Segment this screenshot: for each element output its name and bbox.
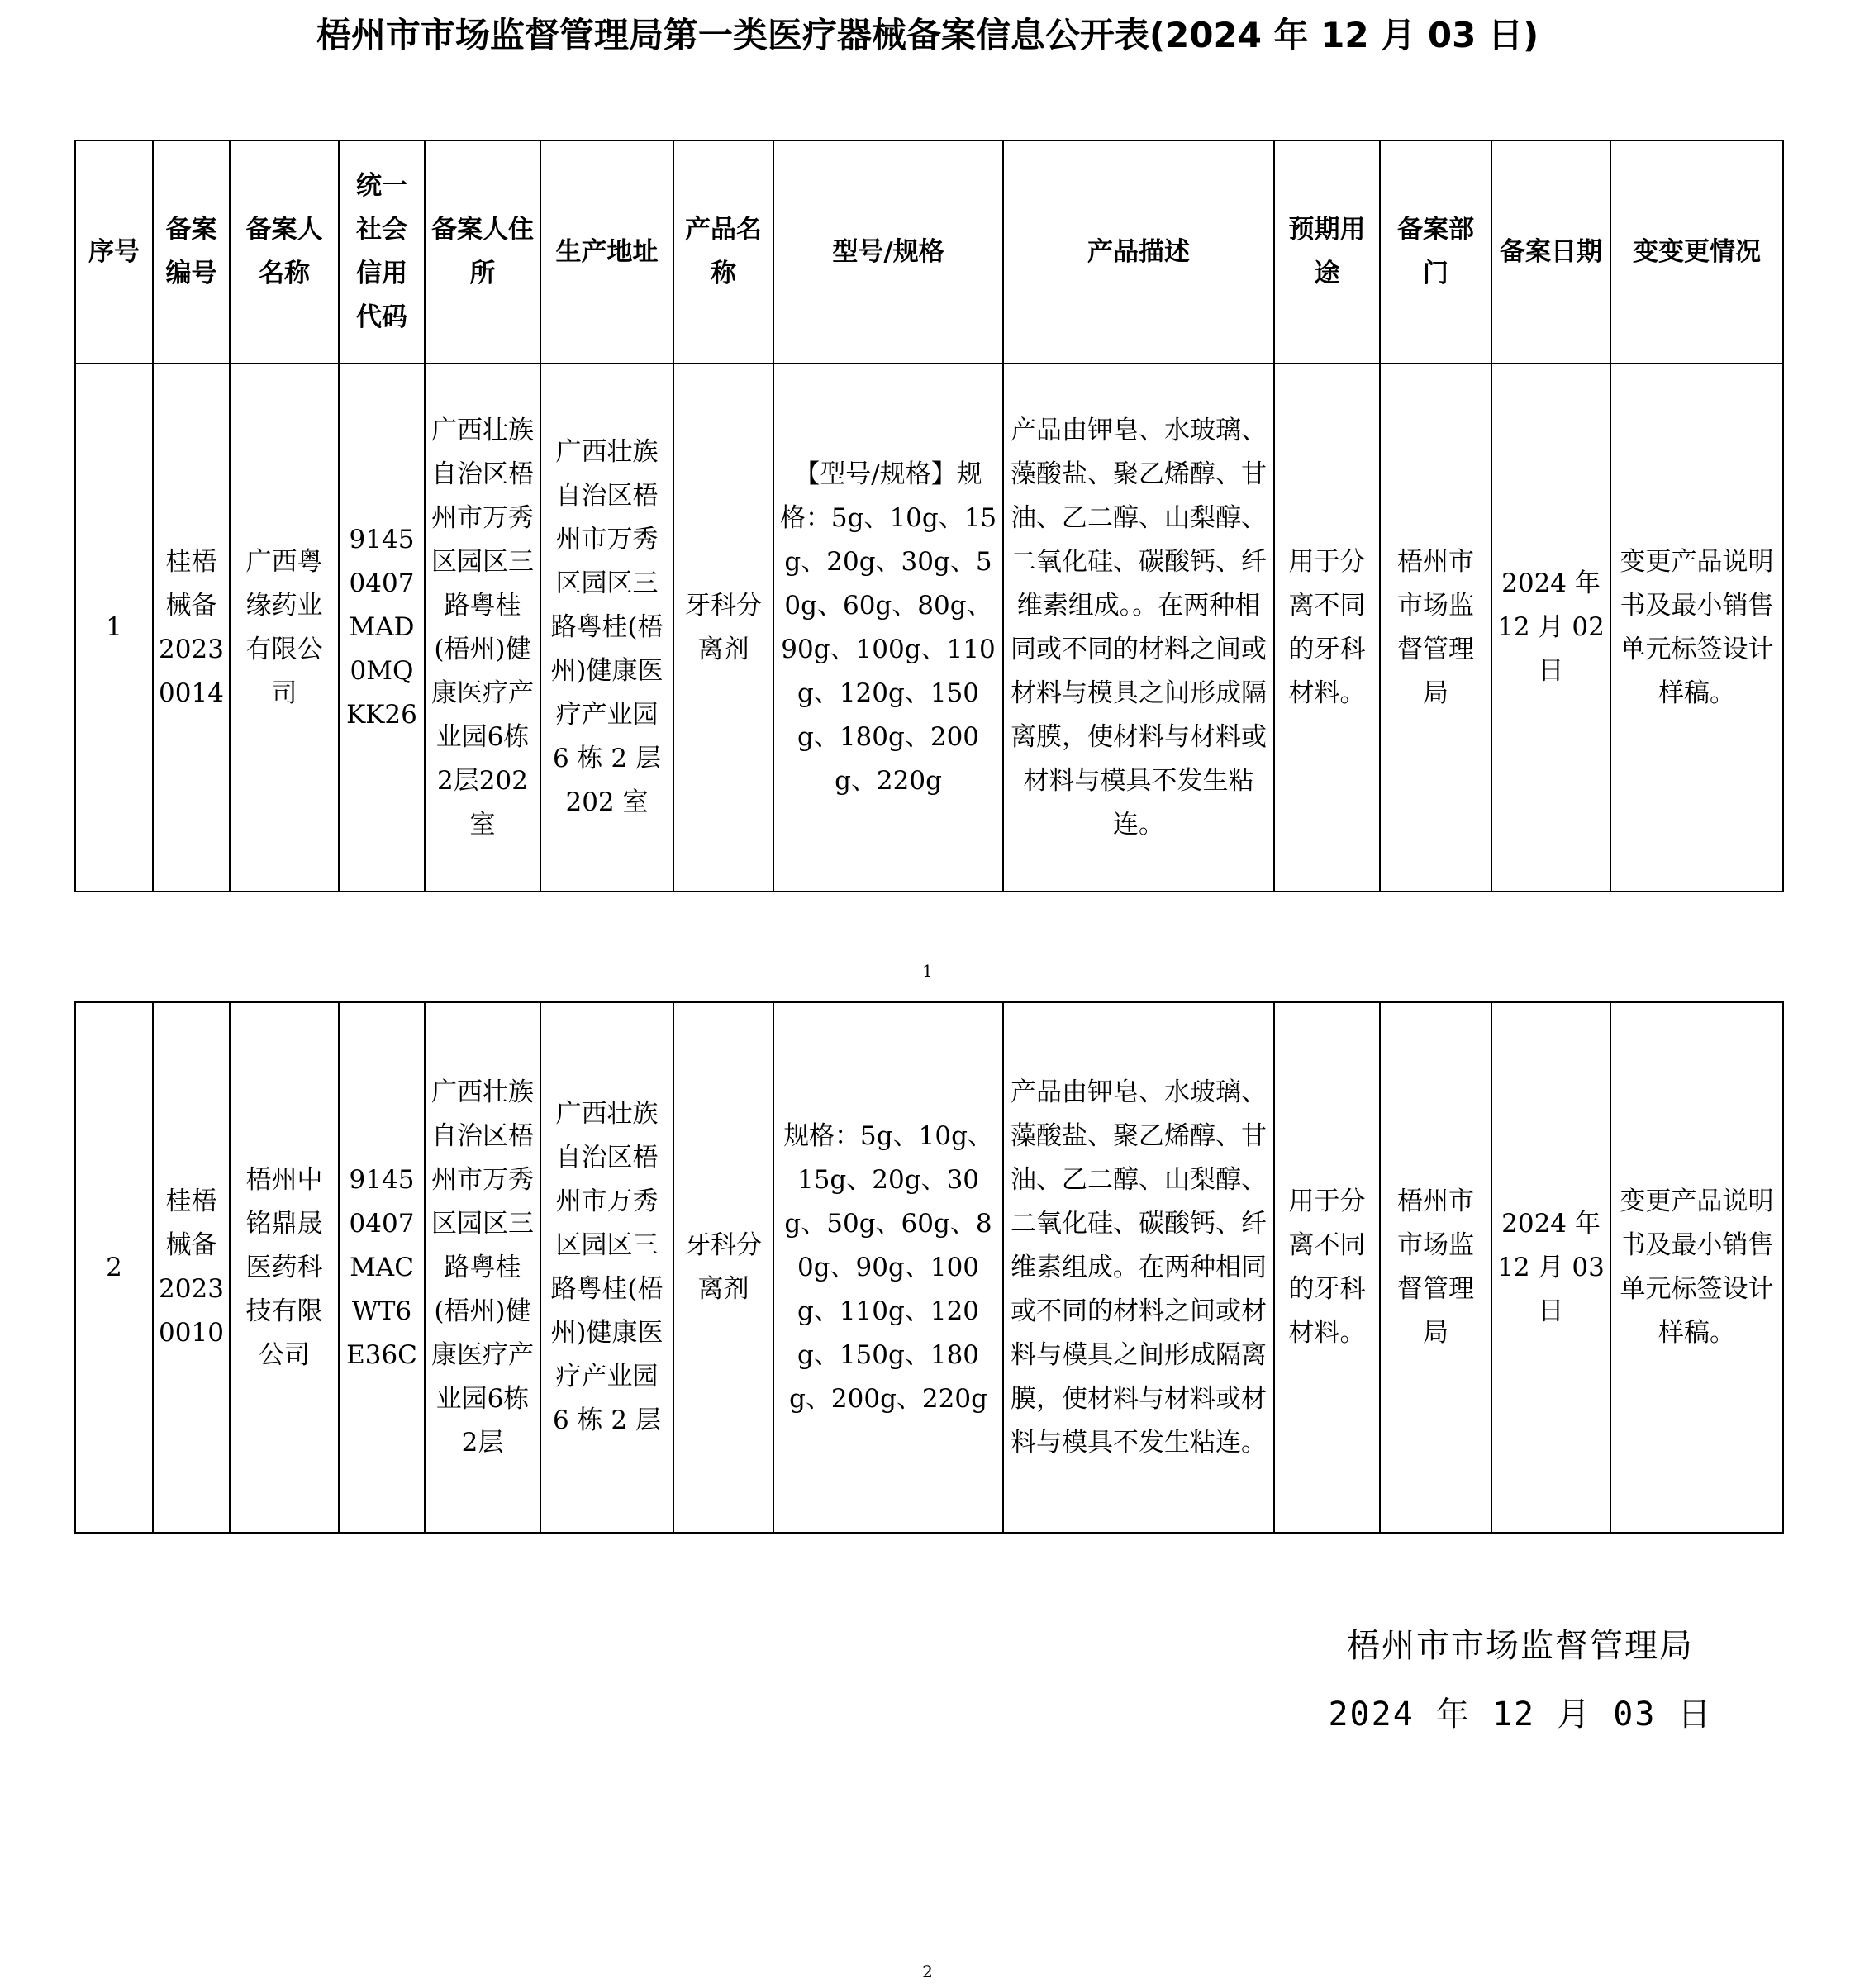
header-production-address: 生产地址 bbox=[540, 140, 673, 364]
filing-table-page-2 bbox=[74, 1001, 1784, 1534]
cell-filing-date: 2024 年 12 月 03 日 bbox=[1491, 1002, 1610, 1533]
cell-product-description: 产品由钾皂、水玻璃、藻酸盐、聚乙烯醇、甘油、乙二醇、山梨醇、二氧化硅、碳酸钙、纤维素组成。。在两种相同或不同的材料之间或材料与模具之间形成隔离膜，使材料与材料或材料与模具不发生粘连。 bbox=[1003, 364, 1274, 892]
table-row bbox=[75, 364, 1783, 892]
cell-filing-date: 2024 年 12 月 02 日 bbox=[1491, 364, 1610, 892]
cell-serial-number: 1 bbox=[75, 364, 153, 892]
cell-intended-use: 用于分离不同的牙科材料。 bbox=[1274, 1002, 1380, 1533]
cell-production-address: 广西壮族自治区梧州市万秀区园区三路粤桂(梧州)健康医疗产业园 6 栋 2 层 202 室 bbox=[540, 364, 673, 892]
header-model-spec: 型号/规格 bbox=[773, 140, 1003, 364]
footer-date: 2024 年 12 月 03 日 bbox=[1328, 1696, 1713, 1734]
cell-production-address: 广西壮族自治区梧州市万秀区园区三路粤桂(梧州)健康医疗产业园 6 栋 2 层 bbox=[540, 1002, 673, 1533]
filing-table-page-1 bbox=[74, 140, 1784, 892]
cell-filer-name: 梧州中铭鼎晟医药科技有限公司 bbox=[230, 1002, 339, 1533]
header-intended-use: 预期用途 bbox=[1274, 140, 1380, 364]
footer-agency: 梧州市市场监督管理局 bbox=[1347, 1627, 1694, 1665]
cell-change-status: 变更产品说明书及最小销售单元标签设计样稿。 bbox=[1610, 1002, 1783, 1533]
header-filing-number: 备案编号 bbox=[153, 140, 230, 364]
cell-credit-code: 91450407MAD0MQKK26 bbox=[339, 364, 425, 892]
cell-serial-number: 2 bbox=[75, 1002, 153, 1533]
cell-filer-name: 广西粤缘药业有限公司 bbox=[230, 364, 339, 892]
cell-filer-address: 广西壮族自治区梧州市万秀区园区三路粤桂(梧州)健康医疗产业园6栋2层202室 bbox=[425, 364, 540, 892]
document-title: 梧州市市场监督管理局第一类医疗器械备案信息公开表(2024 年 12 月 03 日) bbox=[316, 15, 1539, 55]
cell-filing-department: 梧州市市场监督管理局 bbox=[1380, 364, 1491, 892]
header-filer-address: 备案人住所 bbox=[425, 140, 540, 364]
table-row bbox=[75, 1002, 1783, 1533]
header-serial-number: 序号 bbox=[75, 140, 153, 364]
cell-product-name: 牙科分离剂 bbox=[673, 1002, 773, 1533]
table-header-row bbox=[75, 140, 1783, 364]
page-number: 2 bbox=[922, 1962, 933, 1981]
header-filer-name: 备案人名称 bbox=[230, 140, 339, 364]
header-filing-date: 备案日期 bbox=[1491, 140, 1610, 364]
cell-intended-use: 用于分离不同的牙科材料。 bbox=[1274, 364, 1380, 892]
cell-filer-address: 广西壮族自治区梧州市万秀区园区三路粤桂(梧州)健康医疗产业园6栋2层 bbox=[425, 1002, 540, 1533]
page-number: 1 bbox=[922, 961, 933, 981]
cell-product-description: 产品由钾皂、水玻璃、藻酸盐、聚乙烯醇、甘油、乙二醇、山梨醇、二氧化硅、碳酸钙、纤维素组成。在两种相同或不同的材料之间或材料与模具之间形成隔离膜，使材料与材料或材料与模具不发生粘连。 bbox=[1003, 1002, 1274, 1533]
cell-change-status: 变更产品说明书及最小销售单元标签设计样稿。 bbox=[1610, 364, 1783, 892]
header-product-name: 产品名称 bbox=[673, 140, 773, 364]
cell-filing-number: 桂梧械备20230010 bbox=[153, 1002, 230, 1533]
cell-filing-number: 桂梧械备20230014 bbox=[153, 364, 230, 892]
cell-product-name: 牙科分离剂 bbox=[673, 364, 773, 892]
cell-model-spec: 规格：5g、10g、15g、20g、30g、50g、60g、80g、90g、100g、110g、120g、150g、180g、200g、220g bbox=[773, 1002, 1003, 1533]
cell-model-spec: 【型号/规格】规格：5g、10g、15g、20g、30g、50g、60g、80g、90g、100g、110g、120g、150g、180g、200g、220g bbox=[773, 364, 1003, 892]
cell-filing-department: 梧州市市场监督管理局 bbox=[1380, 1002, 1491, 1533]
header-change-status: 变变更情况 bbox=[1610, 140, 1783, 364]
cell-credit-code: 91450407MACWT6E36C bbox=[339, 1002, 425, 1533]
header-filing-department: 备案部门 bbox=[1380, 140, 1491, 364]
header-product-description: 产品描述 bbox=[1003, 140, 1274, 364]
header-credit-code: 统一社会信用代码 bbox=[339, 140, 425, 364]
